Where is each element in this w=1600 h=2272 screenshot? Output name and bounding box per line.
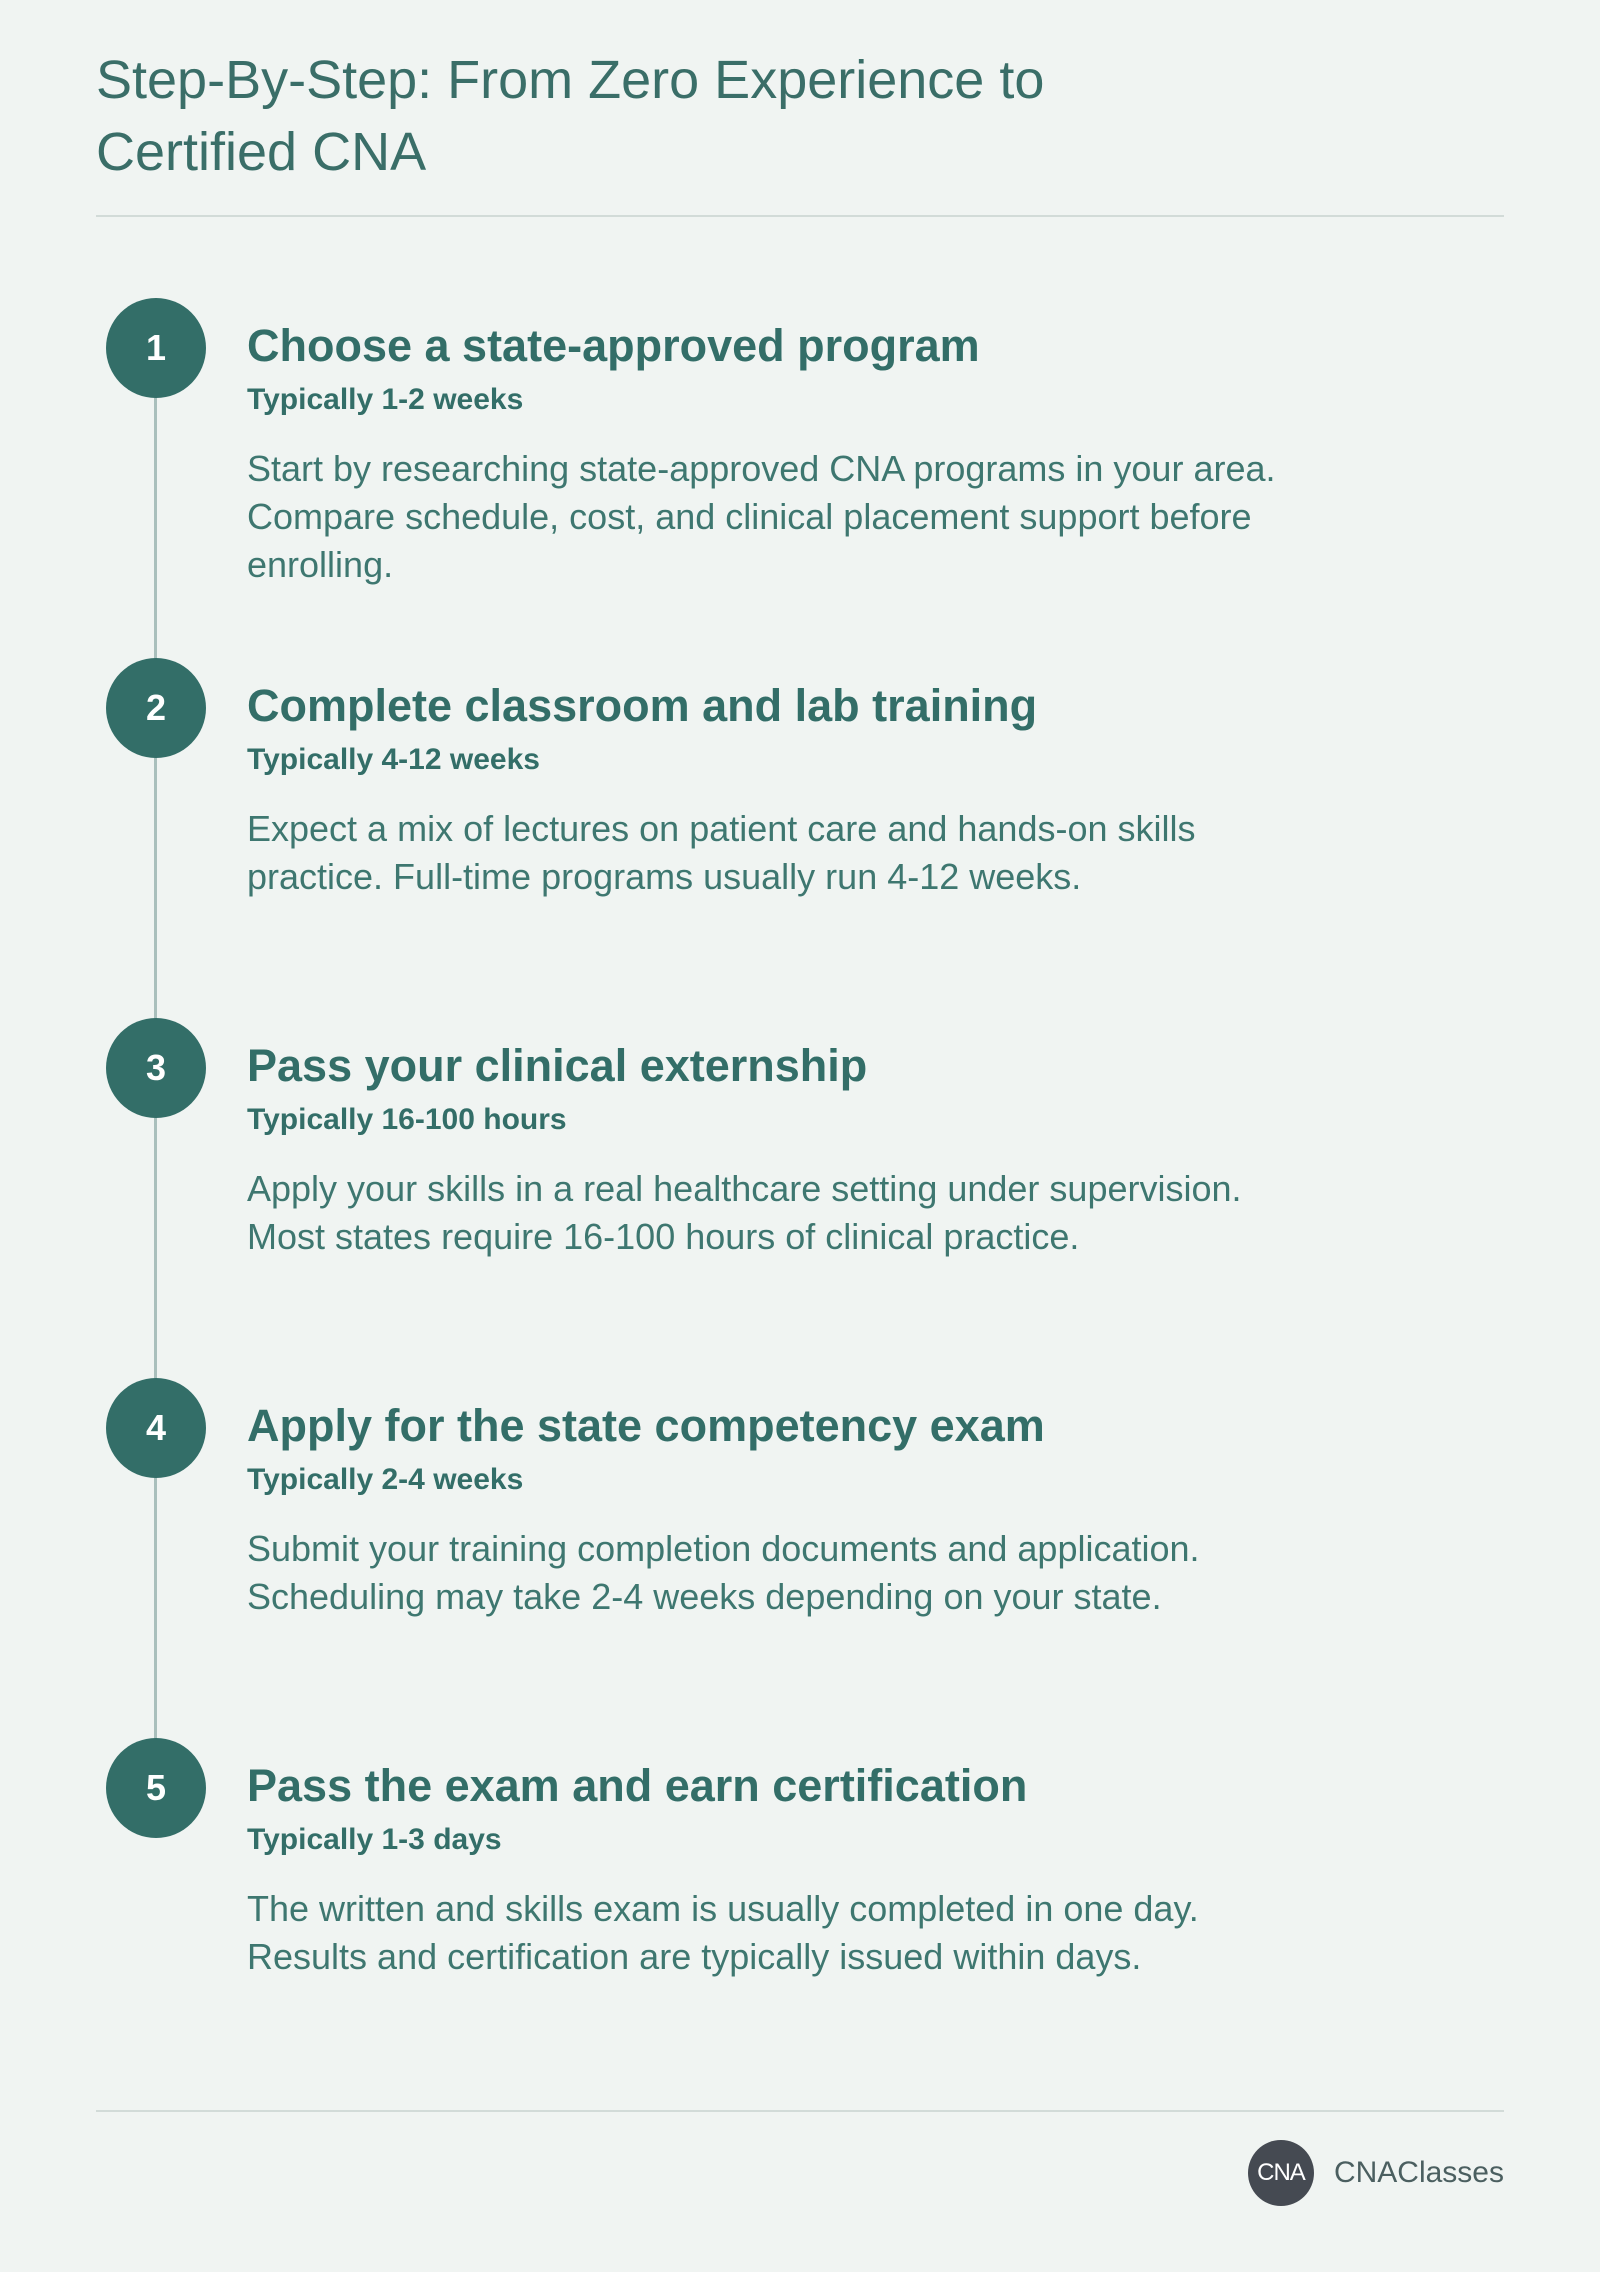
step-number-badge: 5 bbox=[106, 1738, 206, 1838]
footer-divider bbox=[96, 2110, 1504, 2112]
step-description: Expect a mix of lectures on patient care and hands-on skills practice. Full-time programs usually run 4-12 weeks. bbox=[247, 808, 1196, 897]
step-title: Pass your clinical externship bbox=[247, 1040, 868, 1091]
step-description: Apply your skills in a real healthcare setting under supervision. Most states require 16-100 hours of clinical practice. bbox=[247, 1168, 1242, 1257]
step-description: The written and skills exam is usually completed in one day. Results and certification are typically issued within days. bbox=[247, 1888, 1199, 1977]
step-title: Complete classroom and lab training bbox=[247, 680, 1038, 731]
step-title: Apply for the state competency exam bbox=[247, 1400, 1045, 1451]
step-duration: Typically 1-3 days bbox=[247, 1823, 502, 1856]
page-title: Step-By-Step: From Zero Experience to Certified CNA bbox=[96, 50, 1045, 182]
step-description: Start by researching state-approved CNA programs in your area. Compare schedule, cost, and clinical placement support before enrolling. bbox=[247, 448, 1276, 585]
brand-name: CNAClasses bbox=[1333, 2156, 1504, 2189]
step-number-badge: 2 bbox=[106, 658, 206, 758]
step-description: Submit your training completion documents and application. Scheduling may take 2-4 weeks depending on your state. bbox=[247, 1528, 1200, 1617]
step-duration: Typically 16-100 hours bbox=[247, 1103, 567, 1136]
header-divider bbox=[96, 215, 1504, 217]
step-duration: Typically 2-4 weeks bbox=[247, 1463, 524, 1496]
step-duration: Typically 1-2 weeks bbox=[247, 383, 524, 416]
step-number-badge: 3 bbox=[106, 1018, 206, 1118]
step-number-badge: 4 bbox=[106, 1378, 206, 1478]
brand-logo: CNA bbox=[1248, 2140, 1314, 2206]
step-title: Pass the exam and earn certification bbox=[247, 1760, 1028, 1811]
step-duration: Typically 4-12 weeks bbox=[247, 743, 540, 776]
step-number-badge: 1 bbox=[106, 298, 206, 398]
footer-brand bbox=[1248, 2140, 1504, 2206]
step-title: Choose a state-approved program bbox=[247, 320, 980, 371]
